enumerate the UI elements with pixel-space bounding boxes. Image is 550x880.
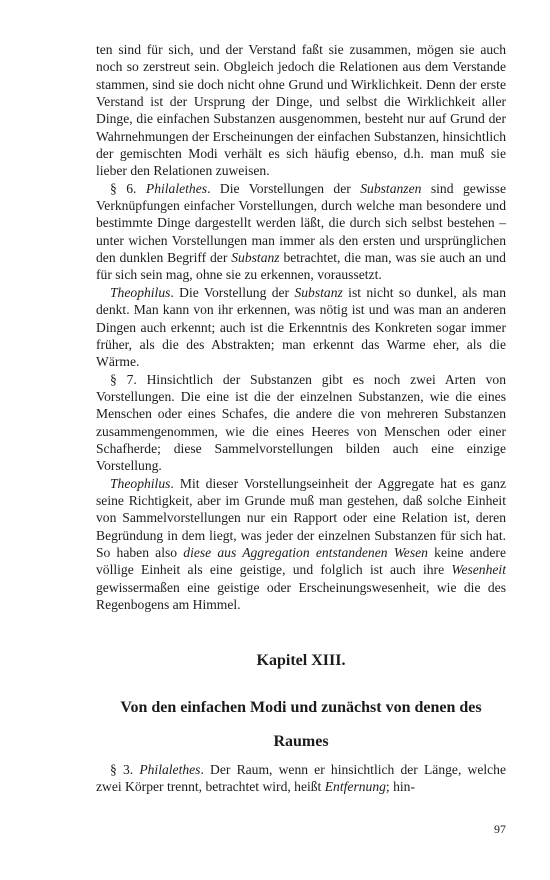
text-run: § 7. Hinsichtlich der Substanzen gibt es noch zwei Arten von Vorstellungen. Die eine ist die der einzelnen Substanzen, wie die eines Menschen oder eines Schafes, die andere die von mehreren Substanzen zusammengenommen, wie die eines Heeres von Menschen oder einer Schafherde; diese Sammelvorstellungen bilden auch eine einzige Vorstellung. [96,371,506,474]
paragraph [96,475,506,614]
italic-text: Theophilus [110,475,171,491]
italic-text: Substanzen [360,180,422,196]
text-run: ten sind für sich, und der Verstand faßt sie zusammen, mögen sie auch noch so zerstreut sein. Obgleich jedoch die Relationen aus dem Verstande stammen, sind sie doch nicht ohne Grund und Wirklichkeit. Denn der erste Verstand ist der Ursprung der Dinge, und selbst die Wirklichkeit aller Dinge, die einfachen Substanzen ausgenommen, besteht nur auf Grund der Wahrnehmungen der Erscheinungen der einfachen Substanzen, hinsichtlich der gemischten Modi verhält es sich häufig ebenso, d.h. man muß sie lieber den Relationen zuweisen. [96,42,506,179]
italic-text: Entfernung [324,779,386,795]
paragraph [96,371,506,475]
text-run: § 6. [110,180,146,196]
italic-text: Philalethes [145,180,208,196]
body-text [96,41,506,613]
text-run: ; hin- [385,779,415,795]
text-run: ist nicht so dunkel, als man denkt. Man kann von ihr erkennen, was nötig ist und was man an anderen Dingen auch erkennt; auch ist die Erkenntnis des Konkreten sogar immer früher, als die des Abstrakten; man erkennt das Warme eher, als die Wärme. [96,284,506,370]
body-text-continued [96,761,506,796]
chapter-title: Kapitel XIII. [256,652,346,669]
paragraph [96,41,506,180]
text-run: § 3. [110,762,140,777]
text-run: . Die Vorstellung der [170,284,295,300]
page-number: 97 [494,822,506,836]
italic-text: diese aus Aggregation entstandenen Wesen [183,544,428,560]
text-run: . Mit dieser Vorstellungseinheit der Aggregate hat es ganz seine Richtigkeit, aber im Grunde muß man gestehen, daß solche Einheit von Sammelvorstellungen nur ein Rapport oder eine Relation ist, deren Begründung in dem liegt, was jeder der einzelnen Substanzen für sich hat. So haben also [96,475,506,560]
paragraph [96,180,506,284]
italic-text: Philalethes [139,762,201,777]
italic-text: Wesenheit [451,562,506,578]
text-run: sind gewisse Verknüpfungen einfacher Vorstellungen, durch welche man besondere und bestimmte Dinge dargestellt werden läßt, die durch sich selbst bestehen – unter wichen Vorstellungen man immer als den ersten und ursprünglichen den dunklen Begriff der [96,180,507,266]
italic-text: Substanz [231,250,280,266]
italic-text: Theophilus [110,284,171,300]
paragraph [96,284,506,371]
italic-text: Substanz [294,284,343,300]
text-run: keine andere völlige Einheit als eine geistige, und folglich ist auch ihre [96,544,506,578]
paragraph [96,761,506,796]
text-run: . Die Vorstellungen der [207,180,361,196]
chapter-subtitle: Von den einfachen Modi und zunächst von denen des Raumes [120,699,482,750]
text-run: betrachtet, die man, was sie auch an und für sich sein mag, ohne sie zu erkennen, voraussetzt. [96,250,506,283]
text-run: gewissermaßen eine geistige oder Erscheinungswesenheit, wie die des Regenbogens am Himmel. [96,579,506,612]
text-run: . Der Raum, wenn er hinsichtlich der Länge, welche zwei Körper trennt, betrachtet wird, heißt [96,762,506,795]
